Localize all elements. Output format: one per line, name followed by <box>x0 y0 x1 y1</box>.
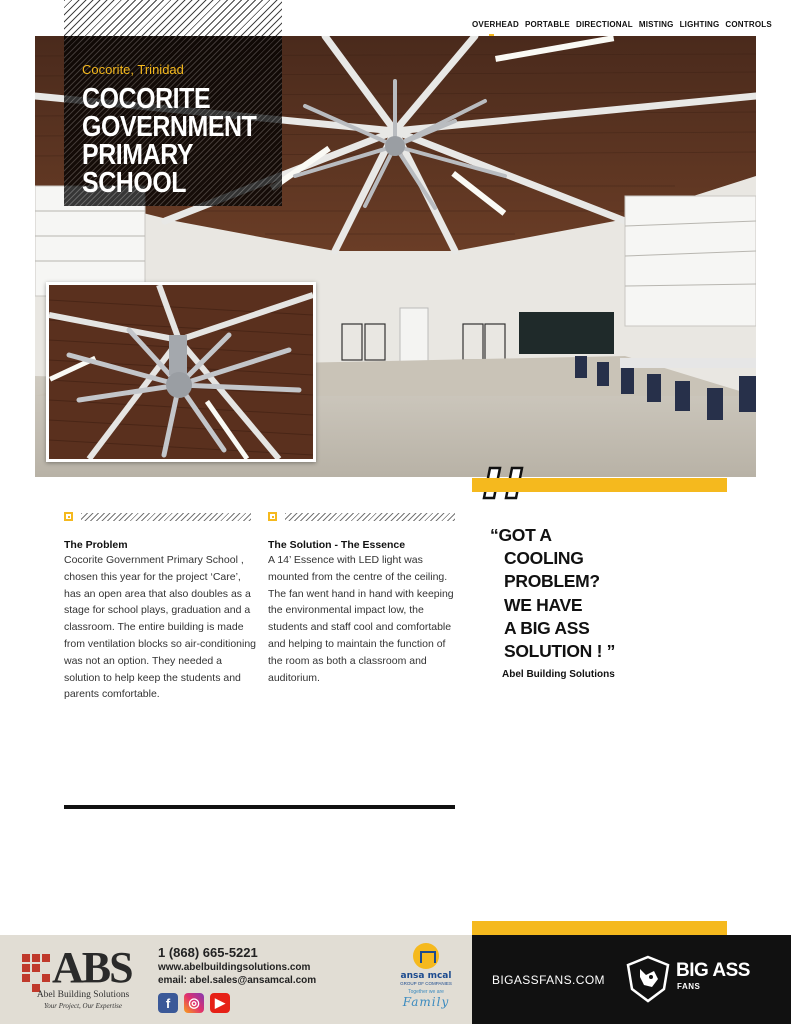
bigassfans-link[interactable]: BIGASSFANS.COM <box>492 973 605 987</box>
ansa-subtitle: GROUP OF COMPANIES <box>400 981 452 986</box>
quote-line: WE HAVE <box>504 594 583 615</box>
section-marker-problem <box>64 512 251 522</box>
section-marker-solution <box>268 512 455 522</box>
ansa-mcal-icon <box>413 943 439 969</box>
youtube-icon[interactable]: ▶ <box>210 993 230 1013</box>
ansa-together: Together we are <box>408 989 444 995</box>
inset-fan-photo <box>46 282 316 462</box>
quote-line: A BIG ASS <box>504 617 590 638</box>
top-nav <box>472 20 772 29</box>
title-line: GOVERNMENT <box>82 111 257 143</box>
problem-heading: The Problem <box>64 539 128 551</box>
accent-bar-bottom <box>472 921 727 935</box>
nav-item-controls[interactable]: CONTROLS <box>725 20 772 29</box>
problem-section <box>64 538 259 703</box>
abs-letters: ABS <box>52 943 132 992</box>
nav-item-portable[interactable]: PORTABLE <box>524 20 570 29</box>
quote-author: Abel Building Solutions <box>502 669 615 680</box>
pull-quote <box>490 524 690 663</box>
solution-body: A 14’ Essence with LED light was mounted from the centre of the ceiling. The fan went hand in hand with keeping the environmental impact low, the students and staff cool and comfortable and helping to maintain the function of the room as both a classroom and auditorium. <box>268 554 454 684</box>
abs-logo-icon <box>20 948 54 994</box>
nav-item-lighting[interactable]: LIGHTING <box>679 20 720 29</box>
footer-right <box>472 935 791 1024</box>
quote-line: COOLING <box>504 548 584 569</box>
instagram-icon[interactable]: ◎ <box>184 993 204 1013</box>
ba-fans: FANS <box>677 982 701 991</box>
title-box <box>64 36 282 206</box>
website-link[interactable]: www.abelbuildingsolutions.com <box>158 962 311 973</box>
nav-item-overhead[interactable]: OVERHEAD <box>472 20 519 29</box>
title-line: PRIMARY <box>82 139 194 171</box>
title-line: COCORITE <box>82 83 211 115</box>
content-divider <box>64 805 455 809</box>
ansa-name: ansa mcal <box>400 971 452 981</box>
email-link[interactable]: email: abel.sales@ansamcal.com <box>158 975 317 986</box>
quote-line: “GOT A <box>490 525 552 545</box>
abs-logo[interactable] <box>18 944 148 1014</box>
social-links <box>158 993 316 1013</box>
title-line: SCHOOL <box>82 167 187 199</box>
abs-tagline: Your Project, Our Expertise <box>43 1002 123 1010</box>
contact-block <box>158 945 316 1013</box>
nav-item-directional[interactable]: DIRECTIONAL <box>575 20 633 29</box>
facebook-icon[interactable]: f <box>158 993 178 1013</box>
phone-number[interactable]: 1 (868) 665-5221 <box>158 945 258 960</box>
quote-line: PROBLEM? <box>504 571 600 592</box>
footer-left <box>0 935 472 1024</box>
hatch-pattern-top <box>64 0 282 36</box>
quote-line: SOLUTION ! ” <box>504 641 616 662</box>
big-ass-fans-logo[interactable] <box>624 955 774 1005</box>
ansa-family: Family <box>402 995 450 1009</box>
nav-item-misting[interactable]: MISTING <box>638 20 674 29</box>
page-title <box>82 85 288 197</box>
ansa-mcal-logo[interactable] <box>388 943 464 1021</box>
accent-bar-top <box>472 478 727 492</box>
problem-body: Cocorite Government Primary School , chosen this year for the project ‘Care’, has an open area that also doubles as a stage for school plays, graduation and a classroom. The entire building is made from ventilation blocks so air-conditioning was not an option. They needed a solution to help keep the students and parents comfortable. <box>64 554 257 701</box>
abs-company-name: Abel Building Solutions <box>36 990 130 1000</box>
solution-heading: The Solution - The Essence <box>268 539 406 551</box>
donkey-shield-icon <box>624 955 672 1003</box>
solution-section <box>268 538 458 686</box>
ba-brand: BIG ASS <box>676 960 750 981</box>
location-label: Cocorite, Trinidad <box>82 62 184 77</box>
